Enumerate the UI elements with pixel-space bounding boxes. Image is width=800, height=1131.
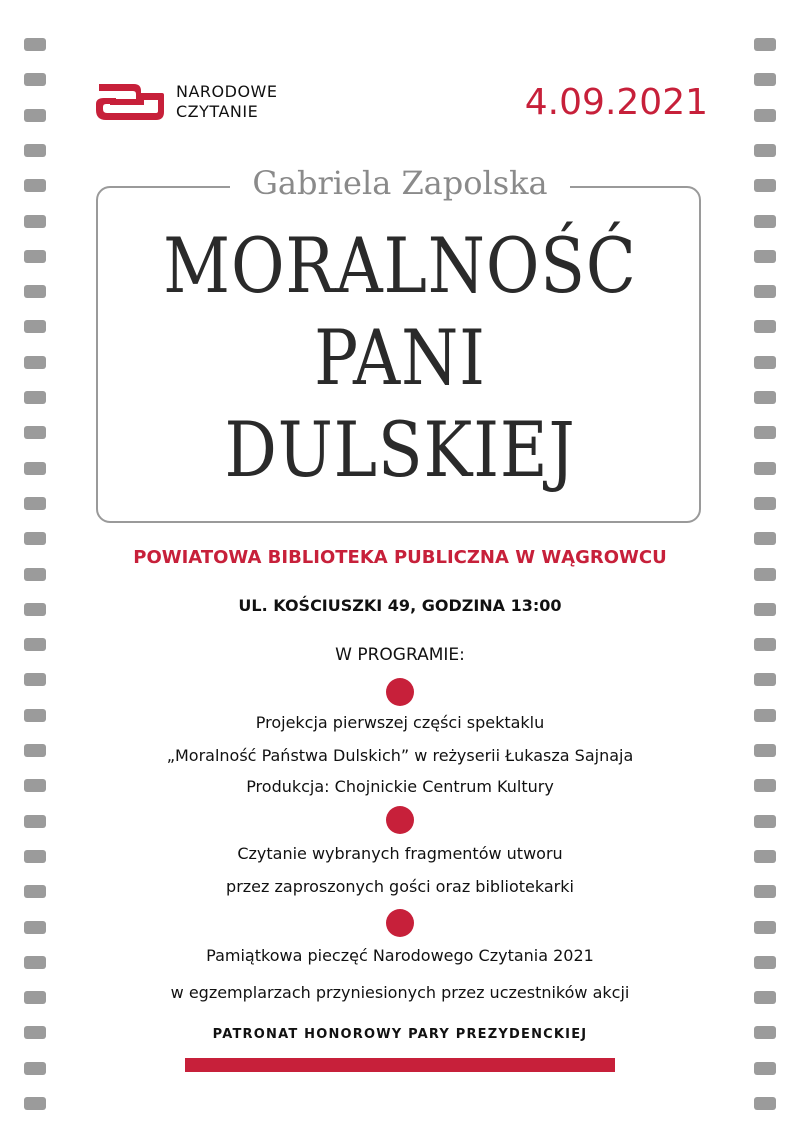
film-hole-icon [24, 815, 46, 828]
program-item-1-line-3: Produkcja: Chojnickie Centrum Kultury [246, 777, 554, 796]
patronage-text: PATRONAT HONOROWY PARY PREZYDENCKIEJ [212, 1027, 588, 1042]
narodowe-czytanie-logo [94, 80, 294, 126]
book-title-line-3: DULSKIEJ [224, 405, 576, 494]
logo-line-1: NARODOWE [176, 82, 278, 101]
film-hole-icon [24, 109, 46, 122]
film-hole-icon [754, 73, 776, 86]
book-logo-icon [94, 82, 166, 126]
book-title-line-1: MORALNOŚĆ [163, 221, 637, 310]
film-hole-icon [754, 815, 776, 828]
film-hole-icon [754, 38, 776, 51]
film-hole-icon [24, 1097, 46, 1110]
film-hole-icon [24, 426, 46, 439]
film-hole-icon [24, 285, 46, 298]
film-hole-icon [754, 144, 776, 157]
film-hole-icon [754, 568, 776, 581]
author-name-text: Gabriela Zapolska [230, 164, 569, 202]
program-item-1-line-2: „Moralność Państwa Dulskich” w reżyserii Łukasza Sajnaja [166, 746, 634, 765]
film-hole-icon [24, 568, 46, 581]
film-hole-icon [24, 250, 46, 263]
film-hole-icon [24, 38, 46, 51]
film-hole-icon [754, 356, 776, 369]
film-hole-icon [24, 921, 46, 934]
film-hole-icon [754, 921, 776, 934]
film-hole-icon [754, 391, 776, 404]
program-item-2-line-1: Czytanie wybranych fragmentów utworu [237, 844, 563, 863]
event-date: 4.09.2021 [524, 82, 708, 123]
film-hole-icon [24, 215, 46, 228]
author-name [0, 164, 800, 202]
film-hole-icon [754, 462, 776, 475]
film-hole-icon [24, 144, 46, 157]
red-dot-icon [386, 806, 414, 834]
film-hole-icon [754, 250, 776, 263]
film-hole-icon [24, 356, 46, 369]
film-hole-icon [754, 426, 776, 439]
red-bar-divider [185, 1058, 615, 1072]
film-hole-icon [754, 532, 776, 545]
film-hole-icon [754, 497, 776, 510]
film-hole-icon [754, 109, 776, 122]
program-item-3-line-1: Pamiątkowa pieczęć Narodowego Czytania 2021 [206, 946, 594, 965]
film-hole-icon [754, 215, 776, 228]
film-hole-icon [24, 497, 46, 510]
film-hole-icon [24, 73, 46, 86]
book-title-line-2: PANI [314, 313, 486, 402]
program-item-2-line-2: przez zaproszonych gości oraz bibliotekarki [226, 877, 574, 896]
logo-text [176, 82, 277, 122]
red-dot-icon [386, 678, 414, 706]
film-hole-icon [24, 391, 46, 404]
film-hole-icon [754, 1062, 776, 1075]
program-item-1-line-1: Projekcja pierwszej części spektaklu [255, 713, 545, 732]
film-hole-icon [24, 673, 46, 686]
film-hole-icon [24, 462, 46, 475]
film-hole-icon [754, 673, 776, 686]
venue-name: POWIATOWA BIBLIOTEKA PUBLICZNA W WĄGROWCU [133, 547, 667, 568]
film-hole-icon [754, 285, 776, 298]
film-hole-icon [754, 320, 776, 333]
film-hole-icon [24, 1062, 46, 1075]
program-item-3-line-2: w egzemplarzach przyniesionych przez uczestników akcji [170, 983, 630, 1002]
venue-address: UL. KOŚCIUSZKI 49, GODZINA 13:00 [238, 596, 562, 615]
film-hole-icon [24, 320, 46, 333]
logo-line-2: CZYTANIE [176, 102, 259, 121]
film-hole-icon [24, 532, 46, 545]
film-hole-icon [754, 1097, 776, 1110]
red-dot-icon [386, 909, 414, 937]
program-heading: W PROGRAMIE: [335, 645, 465, 665]
